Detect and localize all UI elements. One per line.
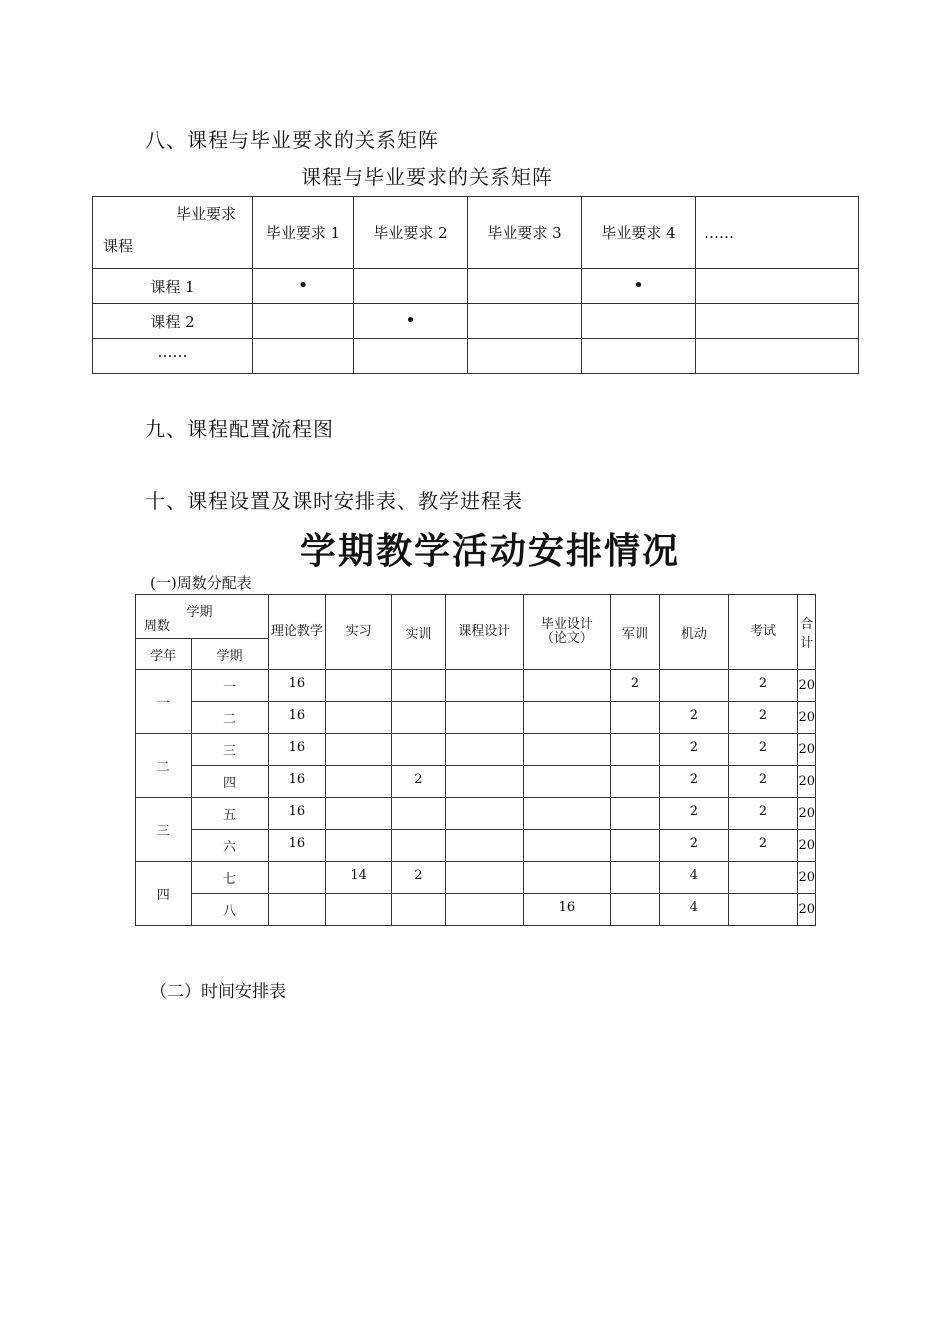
matrix-cell — [253, 304, 354, 339]
weeks-corner-top: 学期 — [186, 605, 213, 620]
matrix-cell — [354, 339, 468, 374]
weeks-value-cell — [391, 894, 445, 926]
weeks-value-cell — [391, 702, 445, 734]
matrix-row-label: …… — [93, 339, 253, 374]
section-ten-heading: 十、课程设置及课时安排表、教学进程表 — [145, 489, 523, 513]
weeks-value-cell: 2 — [660, 798, 729, 830]
weeks-year-cell: 四 — [136, 862, 192, 926]
weeks-value-cell — [610, 862, 659, 894]
weeks-total-cell: 20 — [798, 766, 816, 798]
weeks-value-cell — [326, 702, 392, 734]
time-table-heading: （二）时间安排表 — [150, 982, 286, 1002]
matrix-column-header: …… — [696, 197, 859, 269]
weeks-value-cell: 16 — [268, 734, 326, 766]
weeks-value-cell — [445, 862, 523, 894]
weeks-value-cell: 2 — [610, 670, 659, 702]
weeks-value-cell — [728, 894, 798, 926]
weeks-value-cell — [391, 734, 445, 766]
weeks-value-cell — [523, 670, 610, 702]
weeks-value-cell — [268, 894, 326, 926]
weeks-term-cell: 三 — [191, 734, 268, 766]
weeks-value-cell — [326, 830, 392, 862]
weeks-value-cell — [523, 702, 610, 734]
weeks-value-cell: 16 — [268, 766, 326, 798]
weeks-total-cell: 20 — [798, 894, 816, 926]
matrix-row — [93, 339, 859, 374]
weeks-value-cell — [445, 830, 523, 862]
weeks-subheader-year: 学年 — [136, 639, 192, 670]
weeks-year-cell: 三 — [136, 798, 192, 862]
weeks-value-cell — [445, 670, 523, 702]
weeks-value-cell — [728, 862, 798, 894]
matrix-cell: • — [582, 269, 696, 304]
weeks-value-cell — [660, 670, 729, 702]
weeks-value-cell: 2 — [728, 670, 798, 702]
weeks-value-cell — [523, 766, 610, 798]
weeks-value-cell: 4 — [660, 862, 729, 894]
week-allocation-table — [135, 594, 816, 926]
matrix-cell: • — [253, 269, 354, 304]
matrix-cell — [468, 269, 582, 304]
weeks-row — [136, 734, 816, 766]
weeks-value-cell — [610, 894, 659, 926]
weeks-value-cell: 2 — [660, 830, 729, 862]
weeks-value-cell: 16 — [268, 702, 326, 734]
weeks-column-header: 机动 — [660, 595, 729, 670]
weeks-row — [136, 798, 816, 830]
weeks-total-cell: 20 — [798, 702, 816, 734]
weeks-value-cell — [445, 766, 523, 798]
matrix-cell — [253, 339, 354, 374]
matrix-row — [93, 269, 859, 304]
weeks-value-cell — [445, 798, 523, 830]
weeks-column-header: 考试 — [728, 595, 798, 670]
weeks-value-cell — [326, 670, 392, 702]
weeks-total-cell: 20 — [798, 798, 816, 830]
schedule-title: 学期教学活动安排情况 — [300, 531, 681, 572]
weeks-value-cell: 2 — [391, 862, 445, 894]
weeks-term-cell: 五 — [191, 798, 268, 830]
matrix-corner-cell — [93, 197, 253, 269]
weeks-term-cell: 七 — [191, 862, 268, 894]
matrix-row — [93, 304, 859, 339]
weeks-total-cell: 20 — [798, 862, 816, 894]
weeks-corner-bottom: 周数 — [144, 619, 171, 634]
weeks-row — [136, 830, 816, 862]
weeks-value-cell: 2 — [660, 734, 729, 766]
weeks-column-header: 军训 — [610, 595, 659, 670]
matrix-caption: 课程与毕业要求的关系矩阵 — [301, 165, 553, 189]
weeks-value-cell: 2 — [728, 798, 798, 830]
weeks-value-cell — [391, 798, 445, 830]
matrix-column-header: 毕业要求 4 — [582, 197, 696, 269]
weeks-column-header: 课程设计 — [445, 595, 523, 670]
weeks-value-cell — [445, 734, 523, 766]
weeks-column-header: 理论教学 — [268, 595, 326, 670]
weeks-column-header: 实习 — [326, 595, 392, 670]
matrix-cell — [582, 304, 696, 339]
weeks-value-cell — [391, 830, 445, 862]
weeks-year-cell: 二 — [136, 734, 192, 798]
weeks-term-cell: 六 — [191, 830, 268, 862]
weeks-value-cell: 2 — [728, 702, 798, 734]
weeks-column-header: 实训 — [391, 595, 445, 670]
weeks-value-cell — [326, 894, 392, 926]
matrix-row-label: 课程 1 — [93, 269, 253, 304]
weeks-row — [136, 894, 816, 926]
weeks-value-cell — [523, 734, 610, 766]
weeks-value-cell — [268, 862, 326, 894]
weeks-value-cell: 4 — [660, 894, 729, 926]
weeks-value-cell — [326, 766, 392, 798]
weeks-value-cell: 14 — [326, 862, 392, 894]
weeks-value-cell: 2 — [728, 734, 798, 766]
weeks-value-cell: 16 — [523, 894, 610, 926]
weeks-value-cell — [326, 798, 392, 830]
weeks-term-cell: 一 — [191, 670, 268, 702]
matrix-corner-top: 毕业要求 — [175, 205, 236, 223]
matrix-corner-bottom: 课程 — [103, 237, 134, 255]
weeks-value-cell — [523, 830, 610, 862]
matrix-cell — [354, 269, 468, 304]
matrix-column-header: 毕业要求 2 — [354, 197, 468, 269]
weeks-value-cell: 2 — [660, 702, 729, 734]
weeks-value-cell — [610, 734, 659, 766]
weeks-value-cell — [610, 830, 659, 862]
section-nine-heading: 九、课程配置流程图 — [145, 417, 334, 441]
weeks-row — [136, 702, 816, 734]
weeks-row — [136, 766, 816, 798]
weeks-row — [136, 670, 816, 702]
weeks-total-cell: 20 — [798, 830, 816, 862]
matrix-row-label: 课程 2 — [93, 304, 253, 339]
matrix-column-header: 毕业要求 1 — [253, 197, 354, 269]
weeks-value-cell: 2 — [391, 766, 445, 798]
weeks-value-cell: 16 — [268, 670, 326, 702]
weeks-year-cell: 一 — [136, 670, 192, 734]
matrix-cell — [696, 269, 859, 304]
weeks-column-header: 毕业设计（论文） — [523, 595, 610, 670]
weeks-value-cell — [610, 766, 659, 798]
weeks-value-cell: 16 — [268, 830, 326, 862]
matrix-cell — [696, 304, 859, 339]
weeks-value-cell: 2 — [660, 766, 729, 798]
schedule-subtitle: (一)周数分配表 — [150, 574, 252, 592]
weeks-value-cell — [523, 798, 610, 830]
weeks-value-cell: 2 — [728, 766, 798, 798]
weeks-term-cell: 八 — [191, 894, 268, 926]
weeks-value-cell — [610, 798, 659, 830]
relation-matrix-table — [92, 196, 859, 374]
weeks-value-cell — [391, 670, 445, 702]
weeks-term-cell: 二 — [191, 702, 268, 734]
weeks-value-cell: 2 — [728, 830, 798, 862]
weeks-total-cell: 20 — [798, 670, 816, 702]
weeks-value-cell — [445, 702, 523, 734]
section-eight-heading: 八、课程与毕业要求的关系矩阵 — [145, 128, 439, 152]
weeks-value-cell — [445, 894, 523, 926]
weeks-value-cell: 16 — [268, 798, 326, 830]
weeks-subheader-term: 学期 — [191, 639, 268, 670]
weeks-corner-cell — [136, 595, 269, 639]
weeks-row — [136, 862, 816, 894]
weeks-term-cell: 四 — [191, 766, 268, 798]
matrix-cell — [468, 304, 582, 339]
weeks-column-header: 合计 — [798, 595, 816, 670]
matrix-column-header: 毕业要求 3 — [468, 197, 582, 269]
weeks-value-cell — [523, 862, 610, 894]
matrix-cell — [696, 339, 859, 374]
weeks-value-cell — [610, 702, 659, 734]
matrix-cell: • — [354, 304, 468, 339]
weeks-value-cell — [326, 734, 392, 766]
weeks-total-cell: 20 — [798, 734, 816, 766]
matrix-cell — [582, 339, 696, 374]
matrix-cell — [468, 339, 582, 374]
